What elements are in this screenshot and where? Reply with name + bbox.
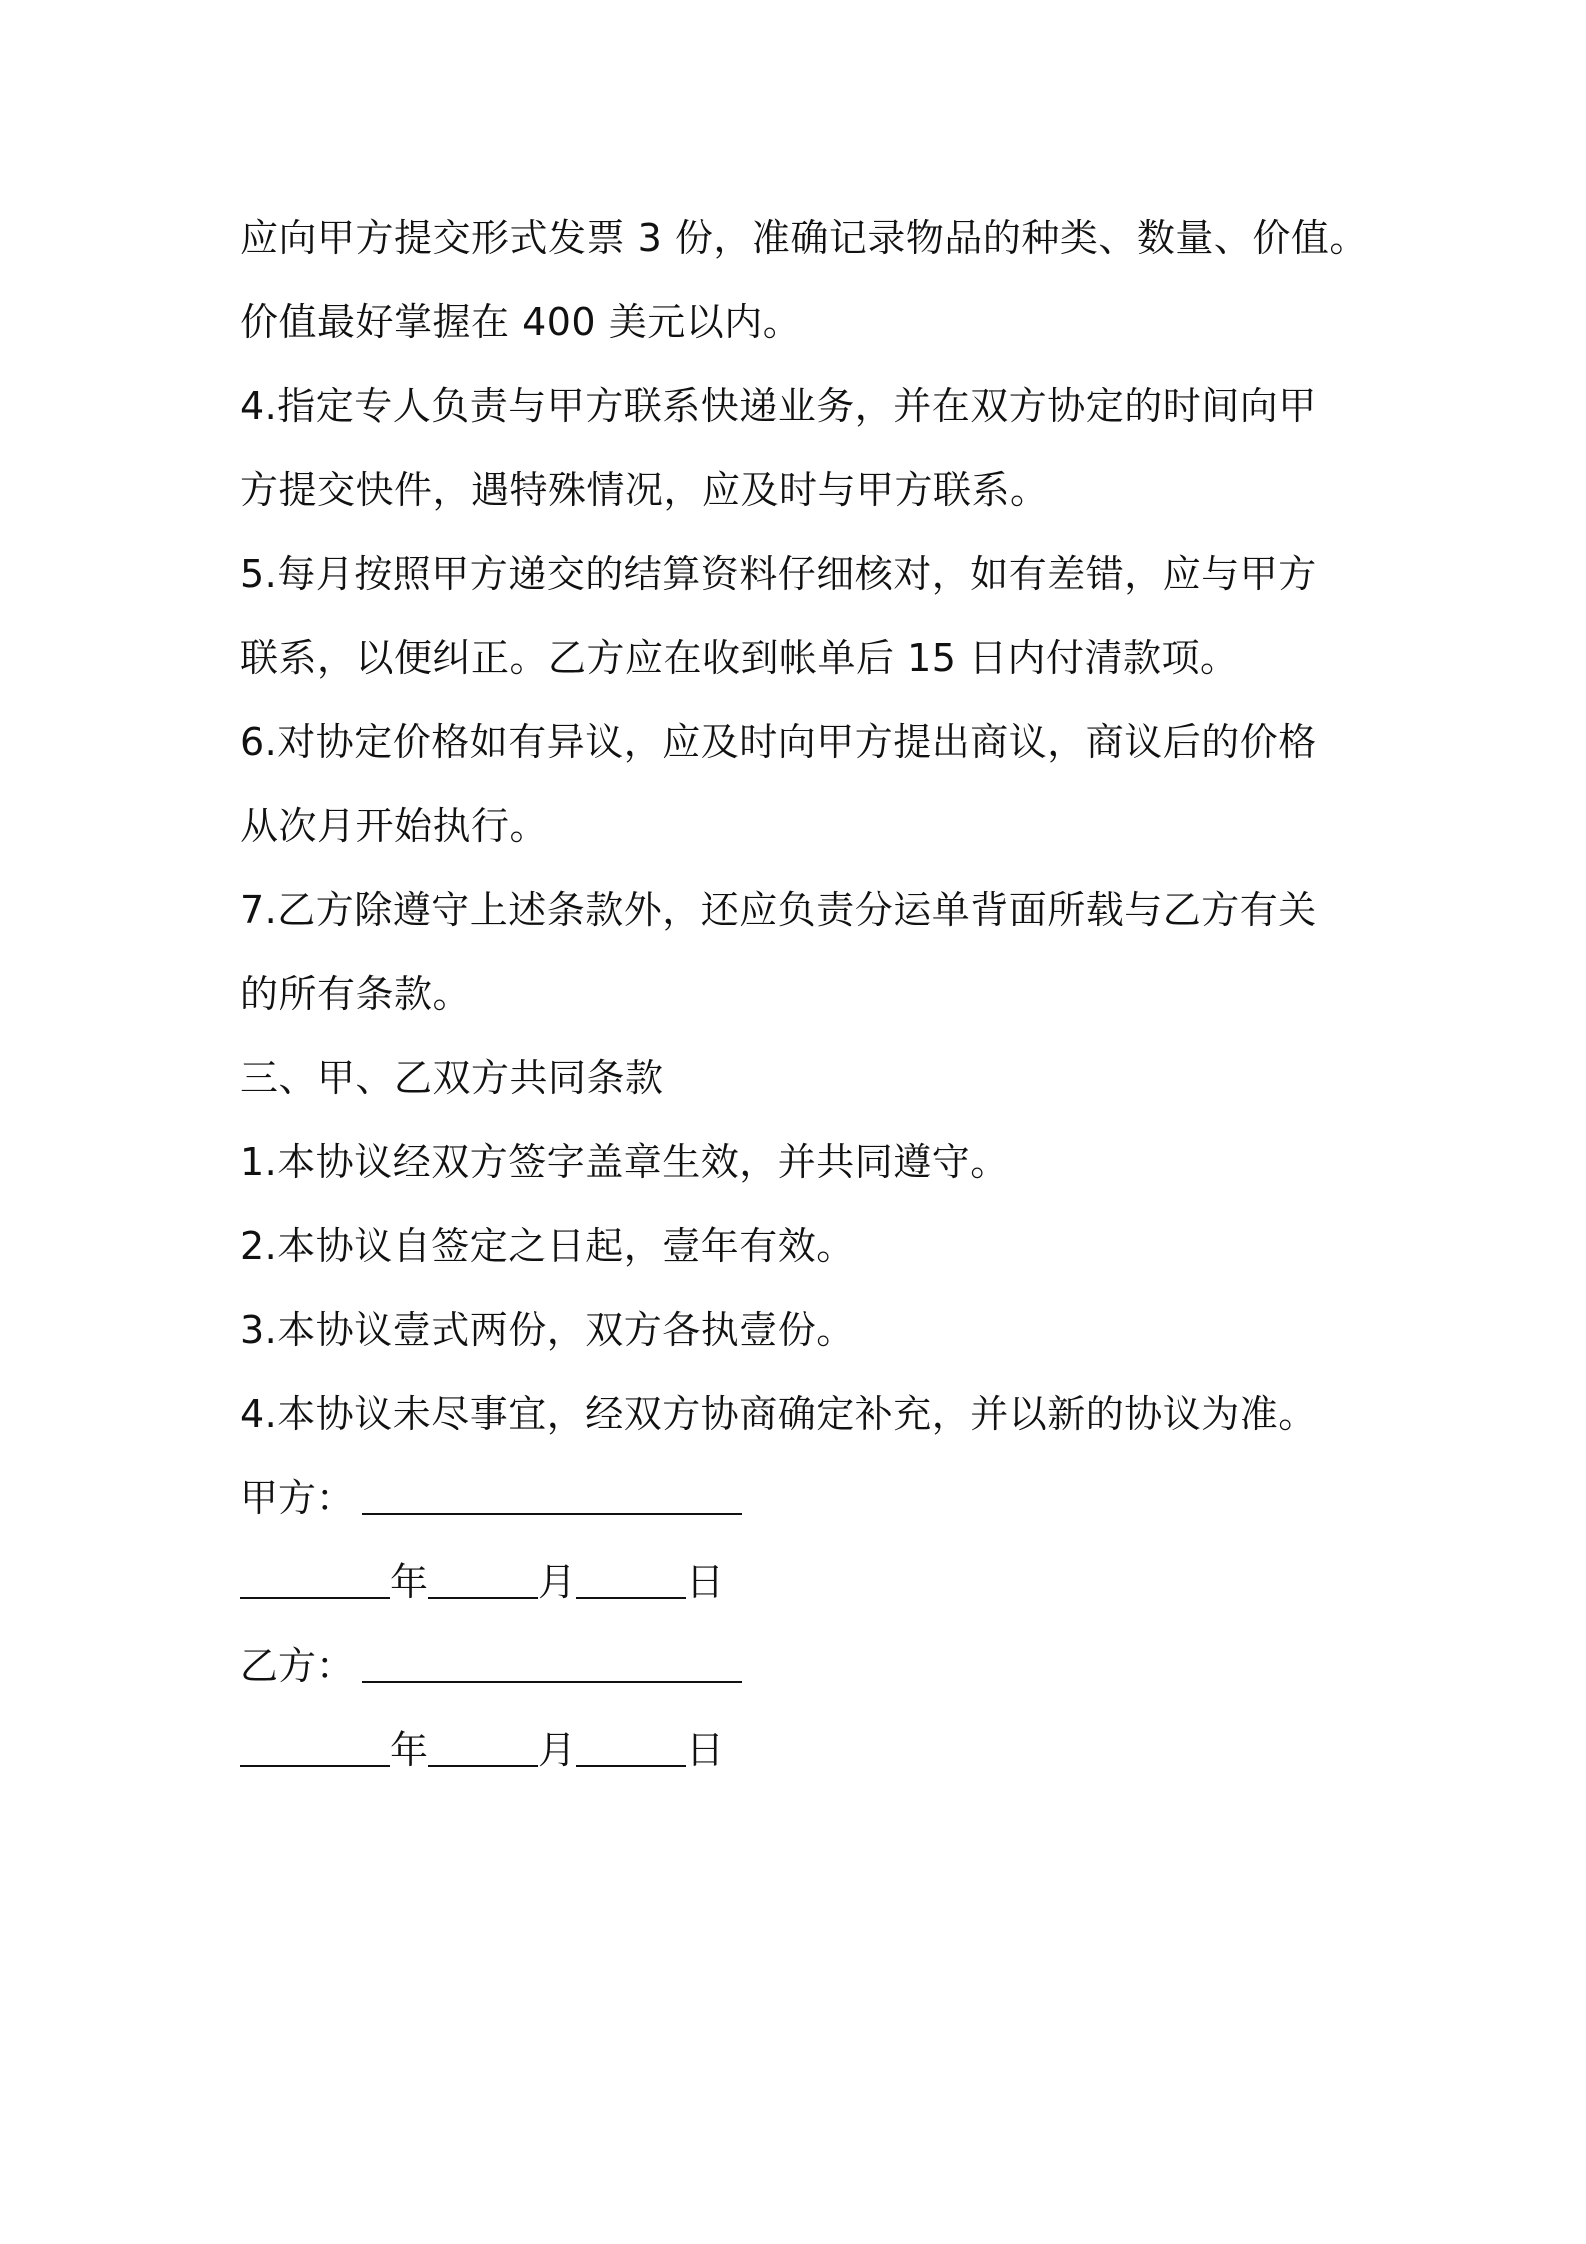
year-label: 年 [390,1728,429,1772]
day-label: 日 [686,1728,725,1772]
section-heading: 三、甲、乙双方共同条款 [240,1056,664,1100]
paragraph-line: 价值最好掌握在 400 美元以内。 [240,300,802,344]
party-b-label: 乙方： [240,1644,355,1688]
party-b-day-blank[interactable] [576,1733,686,1767]
month-label: 月 [538,1560,577,1604]
paragraph-line: 6.对协定价格如有异议，应及时向甲方提出商议，商议后的价格 [240,720,1317,764]
paragraph-line: 的所有条款。 [240,972,472,1016]
party-a-date-row [240,1540,1360,1624]
paragraph-line: 应向甲方提交形式发票 3 份，准确记录物品的种类、数量、价值。 [240,216,1368,260]
paragraph-line: 5.每月按照甲方递交的结算资料仔细核对，如有差错，应与甲方 [240,552,1317,596]
month-label: 月 [538,1728,577,1772]
paragraph-line: 7.乙方除遵守上述条款外，还应负责分运单背面所载与乙方有关 [240,888,1317,932]
year-label: 年 [390,1560,429,1604]
paragraph-line: 联系，以便纠正。乙方应在收到帐单后 15 日内付清款项。 [240,636,1239,680]
party-b-signature-blank[interactable] [362,1649,742,1683]
paragraph-line: 方提交快件，遇特殊情况，应及时与甲方联系。 [240,468,1049,512]
party-b-date-row [240,1708,1360,1792]
party-b-year-blank[interactable] [240,1733,390,1767]
clause-line: 3.本协议壹式两份，双方各执壹份。 [240,1308,855,1352]
paragraph-line: 从次月开始执行。 [240,804,549,848]
party-b-month-blank[interactable] [428,1733,538,1767]
clause-line: 4.本协议未尽事宜，经双方协商确定补充，并以新的协议为准。 [240,1392,1317,1436]
party-a-month-blank[interactable] [428,1565,538,1599]
party-a-label: 甲方： [240,1476,355,1520]
clause-line: 2.本协议自签定之日起，壹年有效。 [240,1224,855,1268]
party-a-day-blank[interactable] [576,1565,686,1599]
party-a-signature-row [240,1456,1360,1540]
party-b-signature-row [240,1624,1360,1708]
party-a-signature-blank[interactable] [362,1481,742,1515]
clause-line: 1.本协议经双方签字盖章生效，并共同遵守。 [240,1140,1009,1184]
document-body [240,196,1368,1792]
day-label: 日 [686,1560,725,1604]
paragraph-line: 4.指定专人负责与甲方联系快递业务，并在双方协定的时间向甲 [240,384,1317,428]
party-a-year-blank[interactable] [240,1565,390,1599]
